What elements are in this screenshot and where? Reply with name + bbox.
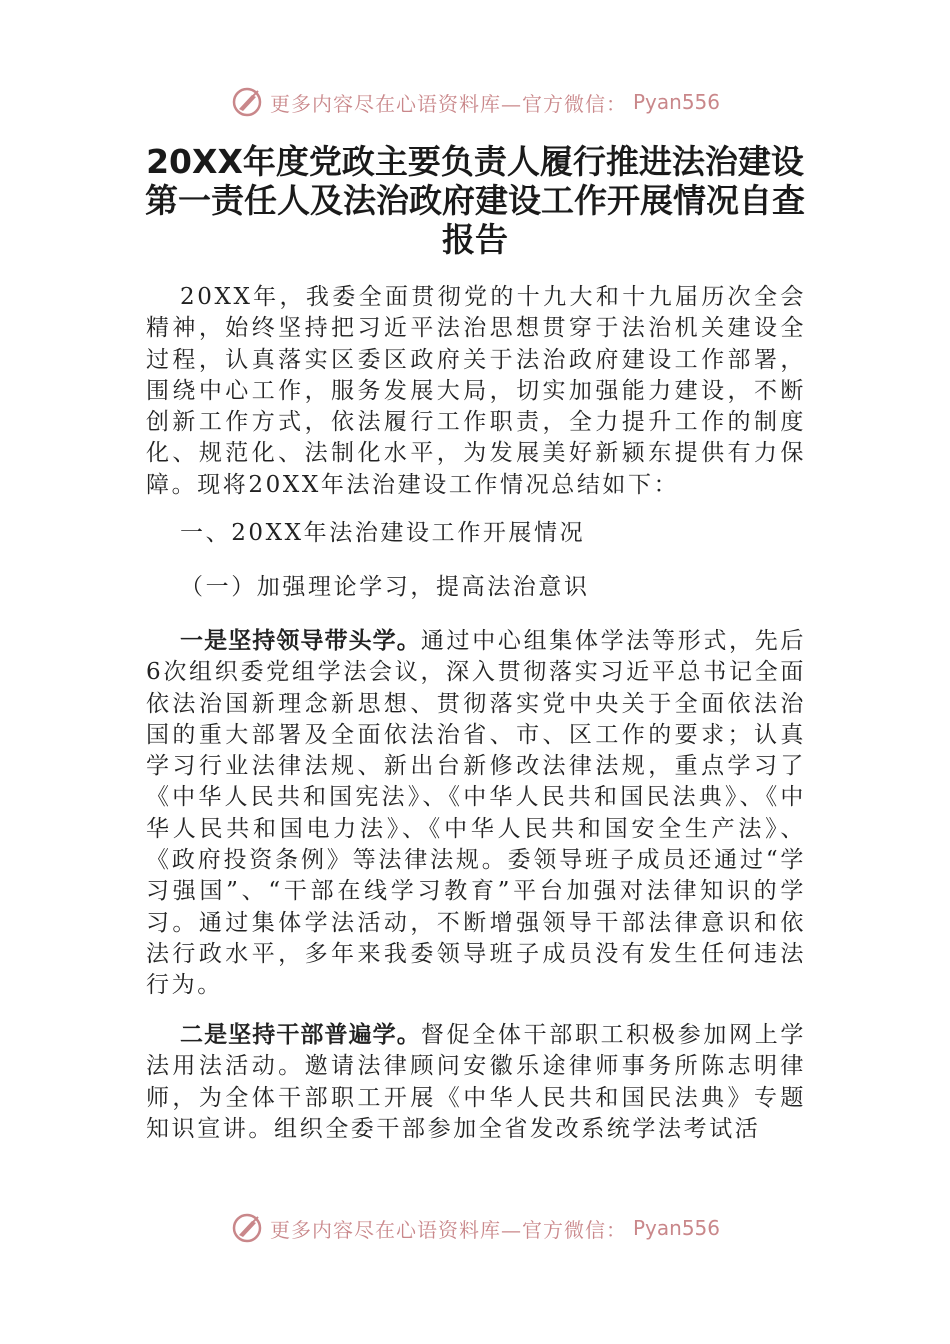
watermark-text: 更多内容尽在心语资料库—官方微信： [269,91,627,116]
intro-paragraph: 20XX年，我委全面贯彻党的十九大和十九届历次全会精神，始终坚持把习近平法治思想贯穿于法治机关建设全过程，认真落实区委区政府关于法治政府建设工作部署，围绕中心工作，服务发展大局，切实加强能力建设，不断创新工作方式，依法履行工作职责，全力提升工作的制度化、规范化、法制化水平，为发展美好新颍东提供有力保障。现将20XX年法治建设工作情况总结如下： [146,284,806,498]
watermark-banner-top [0,82,950,122]
watermark-text: 更多内容尽在心语资料库—官方微信： [269,1217,627,1242]
watermark-wechat-id: Pyan556 [632,1216,720,1240]
watermark-wechat-id: Pyan556 [632,90,720,114]
watermark-banner-bottom [0,1208,950,1248]
paragraph-body: 通过中心组集体学法等形式，先后6次组织委党组学法会议，深入贯彻落实习近平总书记全面依法治国新理念新思想、贯彻落实党中央关于全面依法治国的重大部署及全面依法治省、市、区工作的要求；认真学习行业法律法规、新出台新修改法律法规，重点学习了《中华人民共和国宪法》、《中华人民共和国民法典》、《中华人民共和国电力法》、《中华人民共和国安全生产法》、《政府投资条例》等法律法规。委领导班子成员还通过“学习强国”、“干部在线学习教育”平台加强对法律知识的学习。通过集体学法活动，不断增强领导干部法律意识和依法行政水平，多年来我委领导班子成员没有发生任何违法行为。 [146,628,807,999]
section-heading: 一、20XX年法治建设工作开展情况 [180,520,586,546]
paragraph-staff-study [146,1020,806,1145]
document-title: 20XX年度党政主要负责人履行推进法治建设第一责任人及法治政府建设工作开展情况自查报告 [145,142,805,259]
pen-logo-icon [230,1211,264,1245]
subsection-heading: （一）加强理论学习，提高法治意识 [180,574,590,600]
paragraph-body: 督促全体干部职工积极参加网上学法用法活动。邀请法律顾问安徽乐途律师事务所陈志明律师，为全体干部职工开展《中华人民共和国民法典》专题知识宣讲。组织全委干部参加全省发改系统学法考试活 [146,1022,807,1142]
pen-logo-icon [230,85,264,119]
paragraph-lead: 二是坚持干部普遍学。 [180,1022,421,1048]
paragraph-leadership-study [146,626,806,1002]
paragraph-lead: 一是坚持领导带头学。 [180,628,421,654]
